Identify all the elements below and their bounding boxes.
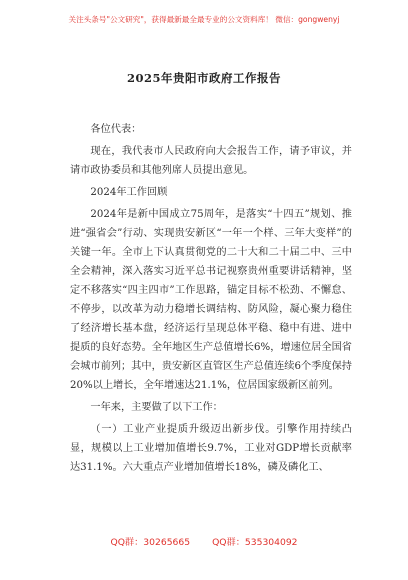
paragraph-intro: 现在，我代表市人民政府向大会报告工作，请予审议，并请市政协委员和其他列席人员提出意见。 [70, 146, 352, 176]
paragraph-summary-lead: 一年来，主要做了以下工作： [90, 402, 223, 413]
document-body [70, 120, 352, 480]
header-banner: 关注头条号"公文研究"，获得最新最全最专业的公文资料库！ 微信：gongwenyj [68, 15, 340, 24]
footer-qq-group-1: QQ群：30265665 [110, 537, 191, 548]
document-title: 2025年贵阳市政府工作报告 [126, 71, 281, 85]
footer-qq-group-2: QQ群：535304092 [212, 537, 298, 548]
paragraph-review: 2024年是新中国成立75周年，是落实“十四五”规划、推进“强省会”行动、实现贵安新区“一年一个样、三年大变样”的关键一年。全市上下认真贯彻党的二十大和二十届二中、三中全会精神，深入落实习近平总书记视察贵州重要讲话精神，坚定不移落实“四主四市”工作思路，锚定目标不松劲、不懈怠、不停步，以改革为动力稳增长调结构、防风险，凝心聚力稳住了经济增长基本盘，经济运行呈现总体平稳、稳中有进、进中提质的良好态势。全年地区生产总值增长6%，增速位居全国省会城市前列；其中，贵安新区直管区生产总值连续6个季度保持20%以上增长，全年增速达21.1%，位居国家级新区前列。 [70, 209, 352, 391]
footer-qq-groups [0, 534, 408, 548]
paragraph-industry: （一）工业产业提质升级迈出新步伐。引擎作用持续凸显，规模以上工业增加值增长9.7%，工业对GDP增长贡献率达31.1%。六大重点产业增加值增长18%，磷及磷化工、 [70, 424, 352, 473]
salutation: 各位代表： [90, 124, 142, 135]
section-heading: 2024年工作回顾 [90, 187, 168, 198]
